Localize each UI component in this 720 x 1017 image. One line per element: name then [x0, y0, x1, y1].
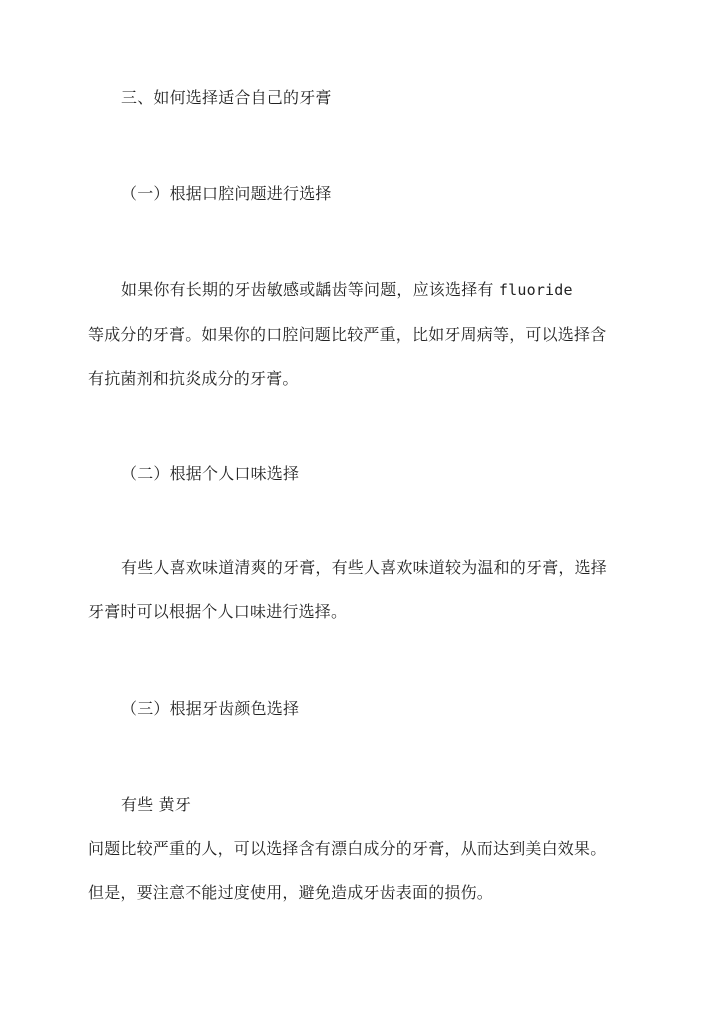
paragraph-oral-problems-line-1-text: 如果你有长期的牙齿敏感或龋齿等问题，应该选择有 — [121, 280, 499, 299]
paragraph-tooth-color-line-2: 问题比较严重的人，可以选择含有漂白成分的牙膏，从而达到美白效果。 — [88, 839, 607, 858]
subsection-heading-tooth-color: （三）根据牙齿颜色选择 — [121, 699, 300, 718]
subsection-heading-taste: （二）根据个人口味选择 — [121, 464, 300, 483]
paragraph-oral-problems-line-2: 等成分的牙膏。如果你的口腔问题比较严重，比如牙周病等，可以选择含 — [88, 325, 607, 344]
paragraph-tooth-color-line-3: 但是，要注意不能过度使用，避免造成牙齿表面的损伤。 — [88, 883, 494, 902]
paragraph-oral-problems-line-3: 有抗菌剂和抗炎成分的牙膏。 — [88, 369, 299, 388]
subsection-heading-oral-problems: （一）根据口腔问题进行选择 — [121, 184, 332, 203]
paragraph-tooth-color-line-1: 有些 黄牙 — [121, 795, 192, 814]
paragraph-taste-line-1: 有些人喜欢味道清爽的牙膏，有些人喜欢味道较为温和的牙膏，选择 — [121, 558, 608, 577]
section-title: 三、如何选择适合自己的牙膏 — [121, 88, 332, 107]
paragraph-oral-problems-line-1 — [121, 279, 573, 301]
paragraph-taste-line-2: 牙膏时可以根据个人口味进行选择。 — [88, 602, 348, 621]
fluoride-term: fluoride — [498, 281, 573, 299]
